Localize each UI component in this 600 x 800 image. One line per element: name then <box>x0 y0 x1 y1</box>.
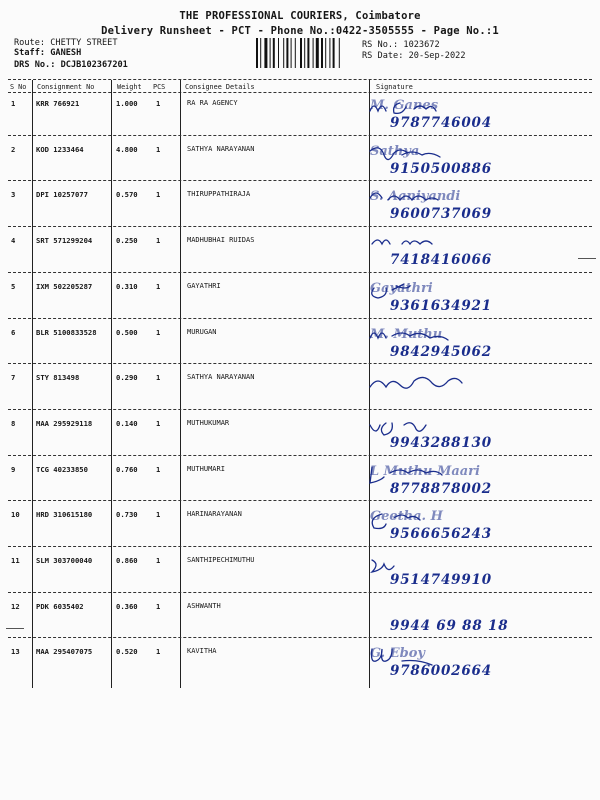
signature-phone: 8778878002 <box>390 480 492 497</box>
row-consignee: GAYATHRI <box>187 281 221 290</box>
column-divider <box>180 80 181 688</box>
staff-line <box>14 48 81 58</box>
signature-cell <box>360 461 600 503</box>
barcode-bar <box>321 38 323 68</box>
row-consignment-no: DPI 10257077 <box>36 190 88 200</box>
signature-name: Sathya <box>370 143 420 159</box>
rs-date-label: RS Date: <box>362 51 404 61</box>
signature-name: M. Muthu <box>370 326 443 342</box>
row-separator <box>8 500 592 501</box>
staff-label: Staff: <box>14 48 46 58</box>
barcode-bar <box>291 38 292 68</box>
row-pcs: 1 <box>156 190 161 200</box>
route-label: Route: <box>14 38 46 48</box>
row-sno: 8 <box>11 418 16 428</box>
signature-name: M. Ganes <box>370 98 439 113</box>
row-consignee: MUTHUKUMAR <box>187 418 230 427</box>
row-separator <box>8 455 592 456</box>
barcode-bar <box>260 38 261 68</box>
col-header-consignee: Consignee Details <box>185 83 255 91</box>
rs-date-line <box>362 51 466 61</box>
route-line <box>14 38 118 48</box>
row-weight: 0.140 <box>116 418 138 428</box>
row-separator <box>8 363 592 364</box>
signature-ink <box>360 141 590 181</box>
signature-ink <box>360 95 590 135</box>
row-weight: 0.290 <box>116 373 138 383</box>
table-top-rule <box>8 79 592 80</box>
signature-ink <box>360 232 590 272</box>
barcode-bar <box>300 38 302 68</box>
row-separator <box>8 180 592 181</box>
row-weight: 0.250 <box>116 236 138 246</box>
row-pcs: 1 <box>156 647 161 657</box>
row-separator <box>8 226 592 227</box>
row-weight: 0.570 <box>116 190 138 200</box>
barcode-bar <box>286 38 288 68</box>
column-divider <box>32 80 33 688</box>
row-consignee: MADHUBHAI RUIDAS <box>187 236 255 245</box>
drs-line <box>14 60 128 70</box>
row-sno: 5 <box>11 281 16 291</box>
row-sno: 12 <box>11 601 20 611</box>
row-pcs: 1 <box>156 464 161 474</box>
barcode-bar <box>339 38 340 68</box>
barcode-bar <box>256 38 258 68</box>
row-weight: 4.800 <box>116 144 138 154</box>
row-consignee: RA RA AGENCY <box>187 99 238 107</box>
signature-ink <box>360 415 590 455</box>
rs-date-value: 20-Sep-2022 <box>408 51 466 61</box>
signature-name: G. Eboy <box>370 646 425 662</box>
row-sno: 3 <box>11 190 16 200</box>
signature-phone: 9786002664 <box>390 663 492 680</box>
row-consignment-no: STY 813498 <box>36 373 80 383</box>
signature-ink <box>360 324 590 364</box>
barcode-bar <box>307 38 309 68</box>
row-consignee: KAVITHA <box>187 647 217 656</box>
signature-cell <box>360 552 600 594</box>
signature-phone: 9787746004 <box>390 115 492 131</box>
row-pcs: 1 <box>156 418 161 428</box>
barcode-bar <box>295 38 296 68</box>
signature-name: L Muthu Maari <box>370 463 480 479</box>
row-consignment-no: PDK 6035402 <box>36 601 84 611</box>
barcode-bar <box>264 38 267 68</box>
signature-phone: 9842945062 <box>390 343 492 360</box>
barcode-bar <box>270 38 271 68</box>
row-consignment-no: SLM 303700040 <box>36 556 93 565</box>
col-header-weight: Weight <box>117 83 142 91</box>
row-separator <box>8 318 592 319</box>
barcode-bar <box>333 38 335 68</box>
row-weight: 0.760 <box>116 464 138 474</box>
scan-mark <box>6 628 24 629</box>
route-value: CHETTY STREET <box>50 38 118 48</box>
row-separator <box>8 546 592 547</box>
drs-value: DCJB102367201 <box>60 60 128 70</box>
runsheet-title: Delivery Runsheet - PCT - Phone No.:0422-3505555 - Page No.:1 <box>101 25 499 37</box>
row-weight: 0.360 <box>116 601 138 611</box>
barcode-bar <box>325 38 326 68</box>
staff-value: GANESH <box>50 48 82 58</box>
row-consignment-no: MAA 295929118 <box>36 418 93 428</box>
row-weight: 0.860 <box>116 556 138 565</box>
row-sno: 1 <box>11 99 16 108</box>
signature-phone: 9943288130 <box>390 434 492 451</box>
col-header-signature: Signature <box>376 83 413 91</box>
signature-name: Geetha. H <box>370 509 443 525</box>
signature-cell <box>360 186 600 228</box>
signature-phone: 7418416066 <box>390 252 492 269</box>
signature-cell <box>360 598 600 640</box>
row-consignee: MUTHUMARI <box>187 464 225 473</box>
signature-ink <box>360 598 590 638</box>
rs-no-value: 1023672 <box>403 40 440 50</box>
row-pcs: 1 <box>156 601 161 611</box>
row-consignment-no: SRT 571299204 <box>36 236 93 246</box>
barcode <box>256 38 358 68</box>
signature-cell <box>360 506 600 548</box>
signature-name: S. Aaniyandi <box>370 189 461 205</box>
row-sno: 9 <box>11 464 16 474</box>
row-consignment-no: BLR 5100833528 <box>36 327 97 337</box>
row-consignee: SATHYA NARAYANAN <box>187 373 255 382</box>
signature-ink <box>360 369 590 409</box>
row-pcs: 1 <box>156 556 161 565</box>
row-sno: 10 <box>11 510 20 520</box>
row-separator <box>8 592 592 593</box>
col-header-sno: S No <box>10 83 27 91</box>
signature-ink <box>360 643 590 683</box>
row-consignment-no: TCG 40233850 <box>36 464 88 474</box>
barcode-bar <box>304 38 305 68</box>
row-pcs: 1 <box>156 144 161 154</box>
barcode-bar <box>316 38 319 68</box>
barcode-bar <box>329 38 330 68</box>
row-sno: 6 <box>11 327 16 337</box>
barcode-bar <box>313 38 314 68</box>
signature-cell <box>360 324 600 366</box>
scan-mark <box>578 258 596 259</box>
row-pcs: 1 <box>156 236 161 246</box>
signature-phone: 9150500886 <box>390 160 492 177</box>
row-consignment-no: KOD 1233464 <box>36 144 84 154</box>
row-separator <box>8 637 592 638</box>
signature-cell <box>360 95 600 137</box>
row-separator <box>8 272 592 273</box>
row-consignee: SATHYA NARAYANAN <box>187 144 255 153</box>
signature-cell <box>360 141 600 183</box>
barcode-bar <box>273 38 275 68</box>
row-pcs: 1 <box>156 373 161 383</box>
signature-ink <box>360 461 590 501</box>
row-consignee: ASHWANTH <box>187 601 221 610</box>
row-consignment-no: MAA 295407075 <box>36 647 93 657</box>
row-pcs: 1 <box>156 99 161 108</box>
signature-cell <box>360 232 600 274</box>
row-sno: 7 <box>11 373 16 383</box>
col-header-pcs: PCS <box>153 83 166 91</box>
row-weight: 0.310 <box>116 281 138 291</box>
rs-no-line <box>362 40 440 50</box>
row-consignee: THIRUPPATHIRAJA <box>187 190 251 199</box>
row-consignment-no: HRD 310615180 <box>36 510 93 520</box>
row-pcs: 1 <box>156 327 161 337</box>
row-sno: 13 <box>11 647 20 657</box>
row-separator <box>8 409 592 410</box>
signature-phone: 9944 69 88 18 <box>390 617 509 634</box>
row-consignment-no: KRR 766921 <box>36 99 80 108</box>
row-sno: 4 <box>11 236 16 246</box>
row-separator <box>8 135 592 136</box>
signature-phone: 9600737069 <box>390 206 492 223</box>
row-sno: 11 <box>11 556 20 565</box>
row-pcs: 1 <box>156 510 161 520</box>
row-weight: 1.000 <box>116 99 138 108</box>
row-sno: 2 <box>11 144 16 154</box>
signature-cell <box>360 643 600 685</box>
signature-phone: 9514749910 <box>390 572 492 588</box>
barcode-bar <box>278 38 279 68</box>
table-header-rule <box>8 92 592 93</box>
signature-ink <box>360 278 590 318</box>
signature-phone: 9566656243 <box>390 526 492 543</box>
row-weight: 0.500 <box>116 327 138 337</box>
signature-cell <box>360 278 600 320</box>
row-consignee: SANTHIPECHIMUTHU <box>187 556 255 564</box>
signature-ink <box>360 186 590 226</box>
column-divider <box>111 80 112 688</box>
barcode-bar <box>283 38 284 68</box>
col-header-consignment: Consignment No <box>37 83 95 91</box>
signature-cell <box>360 415 600 457</box>
signature-phone: 9361634921 <box>390 297 492 314</box>
row-consignee: MURUGAN <box>187 327 217 336</box>
rs-no-label: RS No.: <box>362 40 399 50</box>
row-weight: 0.520 <box>116 647 138 657</box>
row-weight: 0.730 <box>116 510 138 520</box>
signature-name: Gayathri <box>370 280 433 296</box>
row-consignee: HARINARAYANAN <box>187 510 242 519</box>
row-consignment-no: IXM 502205287 <box>36 281 93 291</box>
signature-ink <box>360 506 590 546</box>
signature-cell <box>360 369 600 411</box>
company-title: THE PROFESSIONAL COURIERS, Coimbatore <box>179 10 421 22</box>
row-pcs: 1 <box>156 281 161 291</box>
drs-label: DRS No.: <box>14 60 56 70</box>
signature-ink <box>360 552 590 592</box>
